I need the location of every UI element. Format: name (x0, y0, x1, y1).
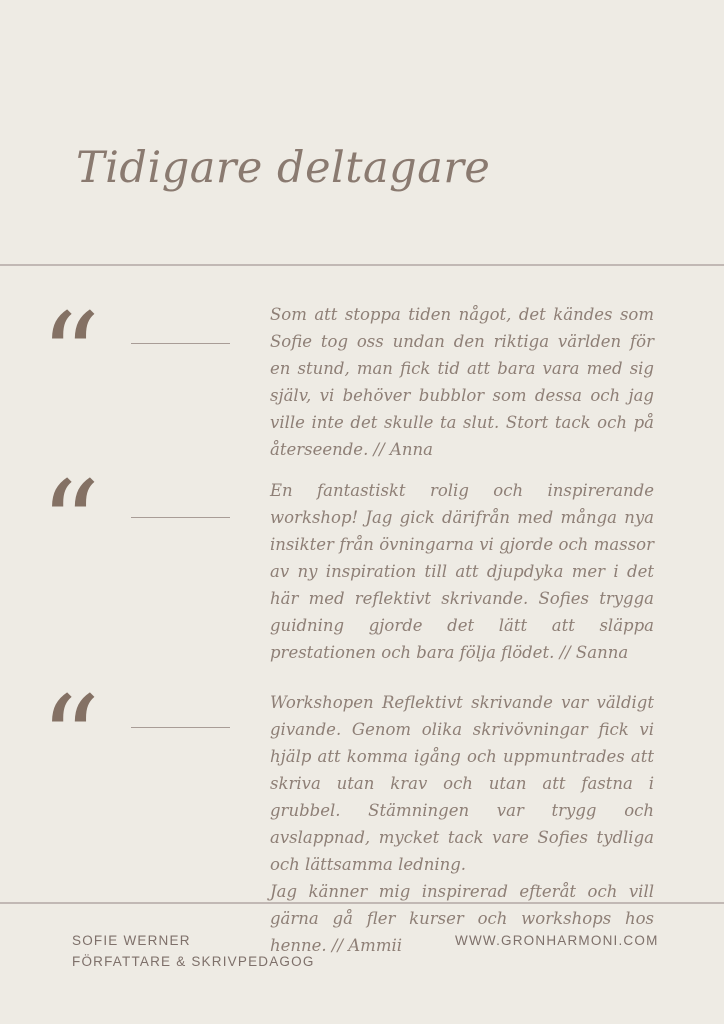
testimonial-paragraph: En fantastiskt rolig och inspirerande workshop! Jag gick därifrån med många nya insikter från övningarna vi gjorde och massor av ny inspiration till att djupdyka mer i det här med reflektivt skrivande. Sofies trygga guidning gjorde det lätt att släppa prestationen och bara följa flödet. // Sanna (270, 481, 654, 662)
footer-website: WWW.GRONHARMONI.COM (455, 933, 659, 948)
footer-author-block (72, 930, 315, 972)
footer-author-name: SOFIE WERNER (72, 933, 191, 948)
testimonial-paragraph: Jag känner mig inspirerad efteråt och vill gärna gå fler kurser och workshops hos henne. // Ammii (270, 882, 654, 955)
quote-rule-line (131, 517, 230, 518)
testimonial-paragraph: Workshopen Reflektivt skrivande var väldigt givande. Genom olika skrivövningar fick vi hjälp att komma igång och uppmuntrades att skriva utan krav och utan att fastna i grubbel. Stämningen var trygg och avslappnad, mycket tack vare Sofies tydliga och lättsamma ledning. (270, 693, 654, 874)
footer-divider (0, 902, 724, 904)
testimonial-text (270, 301, 654, 463)
testimonial-text (270, 689, 654, 959)
page-title: Tidigare deltagare (76, 142, 491, 193)
testimonial-paragraph: Som att stoppa tiden något, det kändes som Sofie tog oss undan den riktiga världen för en stund, man fick tid att bara vara med sig själv, vi behöver bubblor som dessa och jag ville inte det skulle ta slut. Stort tack och på återseende. // Anna (270, 305, 654, 459)
quotation-mark-icon: “ (40, 670, 101, 808)
quote-rule-line (131, 343, 230, 344)
top-divider (0, 264, 724, 266)
testimonial-text (270, 477, 654, 666)
quotation-mark-icon: “ (40, 455, 101, 593)
footer-author-role: FÖRFATTARE & SKRIVPEDAGOG (72, 954, 315, 969)
quotation-mark-icon: “ (40, 287, 101, 425)
quote-rule-line (131, 727, 230, 728)
